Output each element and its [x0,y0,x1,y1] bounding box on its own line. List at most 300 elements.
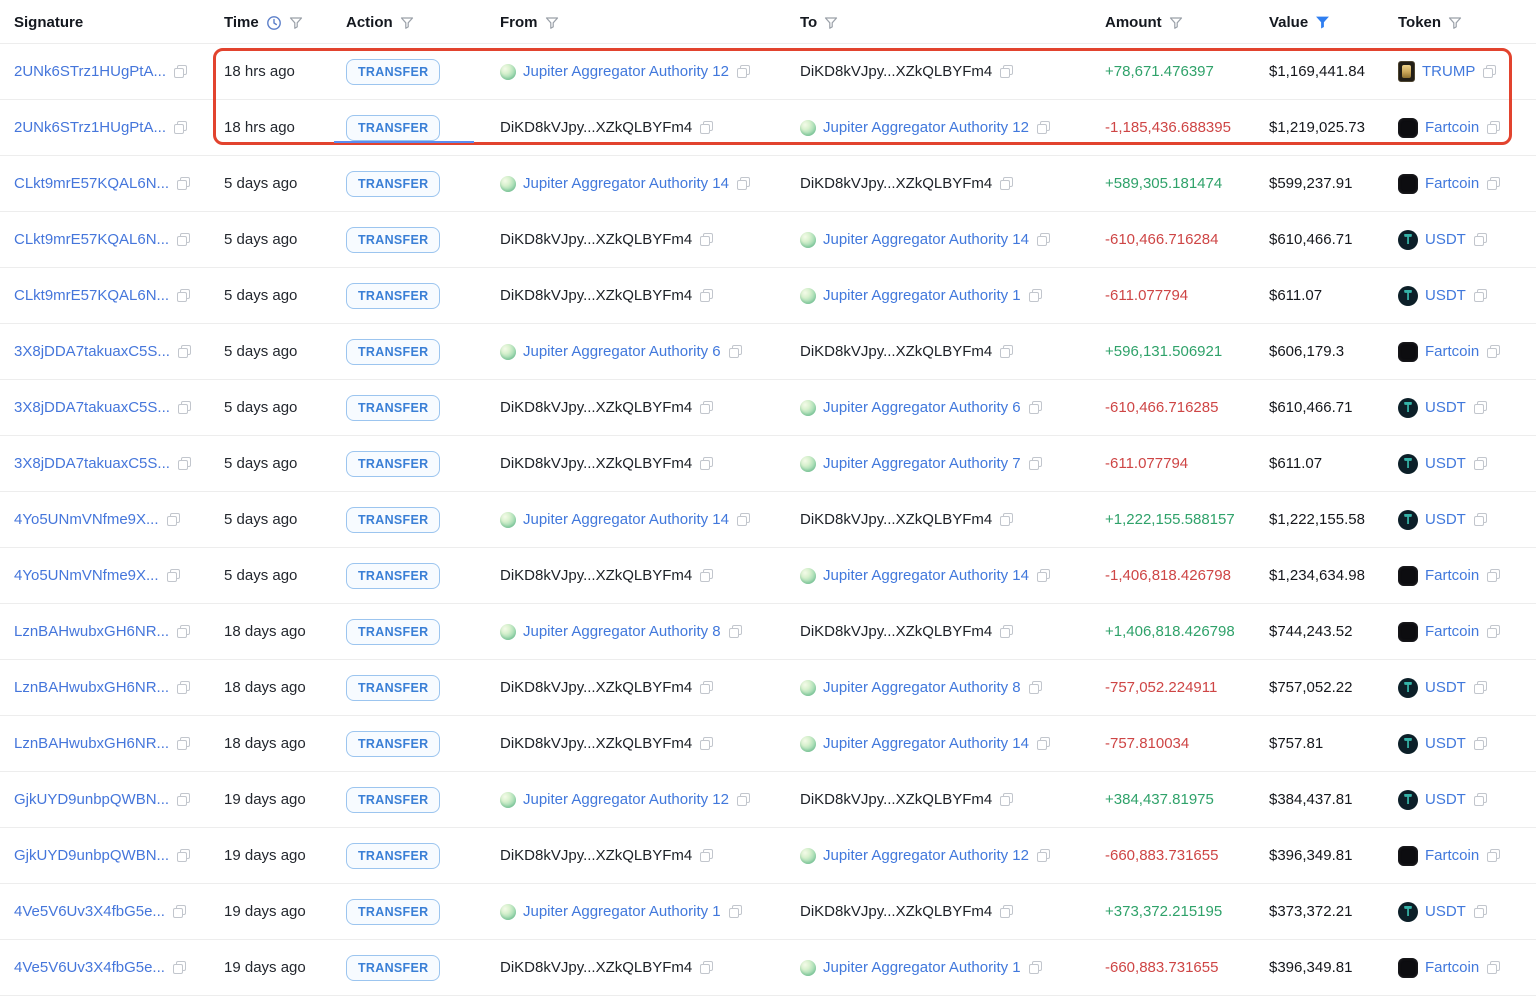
value-text: $1,234,634.98 [1269,567,1365,584]
from-entity-link[interactable]: Jupiter Aggregator Authority 12 [523,63,729,80]
action-cell [334,283,486,309]
transfer-badge[interactable]: TRANSFER [346,787,440,813]
copy-token-icon[interactable] [1486,568,1501,583]
table-row [0,716,1536,772]
signature-link[interactable]: LznBAHwubxGH6NR... [14,735,170,752]
from-entity-link[interactable]: DiKD8kVJpy...XZkQLBYFm4 [500,399,693,416]
to-entity-link[interactable]: DiKD8kVJpy...XZkQLBYFm4 [800,343,993,360]
token-label[interactable]: USDT [1425,903,1466,920]
amount-cell [1091,679,1255,696]
value-cell [1255,175,1384,192]
token-label[interactable]: USDT [1425,231,1466,248]
to-entity-link[interactable]: Jupiter Aggregator Authority 14 [823,735,1029,752]
signature-link[interactable]: 4Yo5UNmVNfme9X... [14,511,159,528]
to-entity-link[interactable]: Jupiter Aggregator Authority 1 [823,287,1021,304]
transfer-badge[interactable]: TRANSFER [346,675,440,701]
to-entity-link[interactable]: Jupiter Aggregator Authority 12 [823,847,1029,864]
to-filter-icon[interactable] [824,16,838,30]
signature-link[interactable]: CLkt9mrE57KQAL6N... [14,175,170,192]
copy-token-icon[interactable] [1473,512,1488,527]
from-entity-link[interactable]: Jupiter Aggregator Authority 1 [523,903,721,920]
value-text: $396,349.81 [1269,847,1353,864]
copy-to-icon[interactable] [999,904,1014,919]
token-icon [1398,342,1418,362]
from-entity-link[interactable]: DiKD8kVJpy...XZkQLBYFm4 [500,567,693,584]
token-label[interactable]: USDT [1425,735,1466,752]
transfer-badge[interactable]: TRANSFER [346,899,440,925]
amount-filter-icon[interactable] [1169,16,1183,30]
col-header-signature [0,12,212,31]
from-filter-icon[interactable] [545,16,559,30]
transfer-badge[interactable]: TRANSFER [346,843,440,869]
amount-value: -1,185,436.688395 [1105,119,1231,136]
to-entity-link[interactable]: Jupiter Aggregator Authority 14 [823,567,1029,584]
amount-cell [1091,63,1255,80]
from-entity-link[interactable]: DiKD8kVJpy...XZkQLBYFm4 [500,119,693,136]
jupiter-icon [800,232,816,248]
from-cell [486,455,787,472]
copy-signature-icon[interactable] [173,64,188,79]
jupiter-icon [500,344,516,360]
copy-to-icon[interactable] [1036,232,1051,247]
jupiter-icon [800,848,816,864]
from-entity-link[interactable]: Jupiter Aggregator Authority 14 [523,175,729,192]
value-text: $384,437.81 [1269,791,1353,808]
to-entity-link[interactable]: DiKD8kVJpy...XZkQLBYFm4 [800,175,993,192]
from-entity-link[interactable]: Jupiter Aggregator Authority 6 [523,343,721,360]
copy-to-icon[interactable] [999,344,1014,359]
value-cell [1255,287,1384,304]
copy-to-icon[interactable] [1036,120,1051,135]
col-header-to [787,12,1091,31]
transfer-badge[interactable]: TRANSFER [346,619,440,645]
transfer-badge[interactable]: TRANSFER [346,115,440,141]
time-cell [212,847,334,864]
time-cell [212,399,334,416]
copy-from-icon[interactable] [699,848,714,863]
table-row [0,268,1536,324]
copy-token-icon[interactable] [1473,680,1488,695]
copy-from-icon[interactable] [699,456,714,471]
time-cell [212,511,334,528]
action-header-label: Action [346,14,393,31]
copy-token-icon[interactable] [1486,848,1501,863]
jupiter-icon [500,512,516,528]
jupiter-icon [800,680,816,696]
copy-signature-icon[interactable] [177,344,192,359]
table-row [0,772,1536,828]
token-icon [1398,678,1418,698]
to-entity-link[interactable]: DiKD8kVJpy...XZkQLBYFm4 [800,623,993,640]
copy-from-icon[interactable] [728,344,743,359]
time-cell [212,791,334,808]
signature-link[interactable]: 4Ve5V6Uv3X4fbG5e... [14,903,165,920]
copy-to-icon[interactable] [999,176,1014,191]
copy-signature-icon[interactable] [177,456,192,471]
value-cell [1255,231,1384,248]
copy-token-icon[interactable] [1486,624,1501,639]
amount-cell [1091,175,1255,192]
copy-from-icon[interactable] [736,64,751,79]
value-text: $373,372.21 [1269,903,1353,920]
copy-token-icon[interactable] [1486,120,1501,135]
from-cell [486,287,787,304]
amount-cell [1091,511,1255,528]
copy-from-icon[interactable] [728,904,743,919]
token-icon [1398,230,1418,250]
amount-value: +78,671.476397 [1105,63,1214,80]
token-label[interactable]: USDT [1425,511,1466,528]
signature-link[interactable]: 2UNk6STrz1HUgPtA... [14,63,166,80]
token-icon [1398,734,1418,754]
amount-cell [1091,791,1255,808]
action-cell [334,563,486,589]
token-label[interactable]: USDT [1425,455,1466,472]
copy-from-icon[interactable] [699,120,714,135]
copy-from-icon[interactable] [699,680,714,695]
transfer-badge[interactable]: TRANSFER [346,339,440,365]
table-header [0,0,1536,44]
copy-signature-icon[interactable] [176,792,191,807]
amount-value: -757,052.224911 [1105,679,1218,696]
copy-to-icon[interactable] [1028,960,1043,975]
copy-to-icon[interactable] [1036,848,1051,863]
value-filter-icon-active[interactable] [1315,15,1330,30]
value-text: $599,237.91 [1269,175,1353,192]
time-cell [212,567,334,584]
signature-link[interactable]: 3X8jDDA7takuaxC5S... [14,455,170,472]
transfer-badge[interactable]: TRANSFER [346,59,440,85]
value-cell [1255,679,1384,696]
signature-cell [0,903,212,920]
transfer-badge[interactable]: TRANSFER [346,395,440,421]
table-row [0,548,1536,604]
token-label[interactable]: Fartcoin [1425,847,1480,864]
copy-to-icon[interactable] [1036,736,1051,751]
signature-cell [0,791,212,808]
to-entity-link[interactable]: Jupiter Aggregator Authority 8 [823,679,1021,696]
time-cell [212,679,334,696]
token-cell [1384,510,1536,530]
copy-signature-icon[interactable] [176,176,191,191]
time-cell [212,175,334,192]
value-cell [1255,791,1384,808]
amount-value: -610,466.716285 [1105,399,1219,416]
copy-signature-icon[interactable] [173,120,188,135]
from-entity-link[interactable]: DiKD8kVJpy...XZkQLBYFm4 [500,959,693,976]
transfer-badge[interactable]: TRANSFER [346,507,440,533]
token-label[interactable]: USDT [1425,399,1466,416]
token-cell [1384,286,1536,306]
token-label[interactable]: Fartcoin [1425,567,1480,584]
copy-from-icon[interactable] [699,400,714,415]
to-entity-link[interactable]: Jupiter Aggregator Authority 14 [823,231,1029,248]
signature-cell [0,399,212,416]
to-cell [787,175,1091,192]
table-row [0,100,1536,156]
from-entity-link[interactable]: DiKD8kVJpy...XZkQLBYFm4 [500,847,693,864]
copy-to-icon[interactable] [1028,456,1043,471]
copy-from-icon[interactable] [736,176,751,191]
signature-link[interactable]: GjkUYD9unbpQWBN... [14,847,170,864]
transfer-badge[interactable]: TRANSFER [346,451,440,477]
table-row [0,940,1536,996]
copy-to-icon[interactable] [999,512,1014,527]
transfer-badge[interactable]: TRANSFER [346,227,440,253]
signature-link[interactable]: LznBAHwubxGH6NR... [14,623,170,640]
token-cell [1384,622,1536,642]
value-cell [1255,567,1384,584]
signature-cell [0,735,212,752]
copy-token-icon[interactable] [1473,400,1488,415]
token-cell [1384,734,1536,754]
copy-token-icon[interactable] [1482,64,1497,79]
action-cell [334,899,486,925]
time-text: 18 days ago [224,679,306,696]
from-entity-link[interactable]: DiKD8kVJpy...XZkQLBYFm4 [500,679,693,696]
signature-link[interactable]: 3X8jDDA7takuaxC5S... [14,399,170,416]
jupiter-icon [800,960,816,976]
jupiter-icon [500,792,516,808]
copy-to-icon[interactable] [1028,680,1043,695]
jupiter-icon [500,176,516,192]
copy-token-icon[interactable] [1486,960,1501,975]
to-entity-link[interactable]: Jupiter Aggregator Authority 12 [823,119,1029,136]
token-icon [1398,286,1418,306]
token-filter-icon[interactable] [1448,16,1462,30]
copy-token-icon[interactable] [1473,232,1488,247]
copy-from-icon[interactable] [736,792,751,807]
time-text: 19 days ago [224,847,306,864]
value-text: $611.07 [1269,455,1323,472]
token-icon [1398,622,1418,642]
amount-cell [1091,231,1255,248]
copy-signature-icon[interactable] [176,624,191,639]
amount-value: -610,466.716284 [1105,231,1219,248]
signature-header-label: Signature [14,14,84,31]
copy-from-icon[interactable] [728,624,743,639]
action-cell [334,731,486,757]
to-cell [787,63,1091,80]
to-entity-link[interactable]: DiKD8kVJpy...XZkQLBYFm4 [800,903,993,920]
token-cell [1384,118,1536,138]
copy-to-icon[interactable] [999,64,1014,79]
transfer-badge[interactable]: TRANSFER [346,563,440,589]
token-label[interactable]: USDT [1425,791,1466,808]
token-label[interactable]: USDT [1425,287,1466,304]
time-cell [212,287,334,304]
transfer-badge[interactable]: TRANSFER [346,731,440,757]
time-cell [212,623,334,640]
token-icon [1398,61,1415,82]
transfer-badge[interactable]: TRANSFER [346,955,440,981]
amount-value: -1,406,818.426798 [1105,567,1231,584]
value-header-label: Value [1269,14,1309,31]
copy-token-icon[interactable] [1486,344,1501,359]
action-cell [334,619,486,645]
copy-to-icon[interactable] [999,792,1014,807]
table-row [0,884,1536,940]
value-cell [1255,455,1384,472]
to-entity-link[interactable]: DiKD8kVJpy...XZkQLBYFm4 [800,63,993,80]
copy-from-icon[interactable] [699,232,714,247]
jupiter-icon [800,736,816,752]
value-text: $396,349.81 [1269,959,1353,976]
amount-value: -611.077794 [1105,455,1189,472]
action-cell [334,171,486,197]
token-cell [1384,230,1536,250]
value-cell [1255,959,1384,976]
copy-from-icon[interactable] [699,736,714,751]
time-text: 19 days ago [224,791,306,808]
copy-token-icon[interactable] [1473,792,1488,807]
signature-link[interactable]: LznBAHwubxGH6NR... [14,679,170,696]
to-cell [787,343,1091,360]
copy-to-icon[interactable] [1036,568,1051,583]
copy-from-icon[interactable] [699,960,714,975]
from-cell [486,343,787,360]
signature-link[interactable]: 2UNk6STrz1HUgPtA... [14,119,166,136]
time-text: 5 days ago [224,399,298,416]
amount-cell [1091,847,1255,864]
copy-signature-icon[interactable] [176,848,191,863]
copy-signature-icon[interactable] [176,288,191,303]
amount-header-label: Amount [1105,14,1162,31]
to-entity-link[interactable]: Jupiter Aggregator Authority 1 [823,959,1021,976]
value-cell [1255,735,1384,752]
table-row [0,436,1536,492]
copy-token-icon[interactable] [1473,736,1488,751]
signature-cell [0,63,212,80]
to-cell [787,231,1091,248]
jupiter-icon [800,400,816,416]
token-label[interactable]: USDT [1425,679,1466,696]
token-header-label: Token [1398,14,1442,31]
from-entity-link[interactable]: Jupiter Aggregator Authority 8 [523,623,721,640]
time-text: 18 hrs ago [224,119,295,136]
to-entity-link[interactable]: Jupiter Aggregator Authority 7 [823,455,1021,472]
token-cell [1384,566,1536,586]
time-text: 5 days ago [224,567,298,584]
copy-to-icon[interactable] [999,624,1014,639]
copy-token-icon[interactable] [1473,288,1488,303]
token-icon [1398,902,1418,922]
token-label[interactable]: Fartcoin [1425,343,1480,360]
transfer-table-body [0,44,1536,996]
action-cell [334,843,486,869]
from-entity-link[interactable]: Jupiter Aggregator Authority 12 [523,791,729,808]
copy-signature-icon[interactable] [166,512,181,527]
value-cell [1255,623,1384,640]
copy-signature-icon[interactable] [166,568,181,583]
to-entity-link[interactable]: DiKD8kVJpy...XZkQLBYFm4 [800,791,993,808]
amount-value: +1,222,155.588157 [1105,511,1235,528]
value-text: $610,466.71 [1269,399,1353,416]
from-entity-link[interactable]: DiKD8kVJpy...XZkQLBYFm4 [500,735,693,752]
token-label[interactable]: Fartcoin [1425,175,1480,192]
copy-signature-icon[interactable] [176,232,191,247]
action-cell [334,787,486,813]
copy-from-icon[interactable] [699,288,714,303]
time-text: 18 hrs ago [224,63,295,80]
token-label[interactable]: Fartcoin [1425,959,1480,976]
value-text: $1,219,025.73 [1269,119,1365,136]
from-entity-link[interactable]: DiKD8kVJpy...XZkQLBYFm4 [500,455,693,472]
amount-cell [1091,735,1255,752]
token-label[interactable]: TRUMP [1422,63,1476,80]
time-filter-icon[interactable] [289,16,303,30]
copy-to-icon[interactable] [1028,400,1043,415]
copy-token-icon[interactable] [1473,456,1488,471]
from-entity-link[interactable]: DiKD8kVJpy...XZkQLBYFm4 [500,287,693,304]
copy-signature-icon[interactable] [176,736,191,751]
time-cell [212,455,334,472]
to-cell [787,567,1091,584]
action-filter-icon[interactable] [400,16,414,30]
time-cell [212,231,334,248]
signature-link[interactable]: CLkt9mrE57KQAL6N... [14,287,170,304]
to-entity-link[interactable]: DiKD8kVJpy...XZkQLBYFm4 [800,511,993,528]
signature-link[interactable]: 4Ve5V6Uv3X4fbG5e... [14,959,165,976]
value-text: $744,243.52 [1269,623,1353,640]
amount-value: +384,437.81975 [1105,791,1214,808]
to-cell [787,119,1091,136]
amount-cell [1091,287,1255,304]
token-cell [1384,790,1536,810]
to-cell [787,287,1091,304]
table-row [0,828,1536,884]
copy-from-icon[interactable] [699,568,714,583]
from-header-label: From [500,14,538,31]
copy-token-icon[interactable] [1486,176,1501,191]
from-cell [486,903,787,920]
from-entity-link[interactable]: DiKD8kVJpy...XZkQLBYFm4 [500,231,693,248]
to-entity-link[interactable]: Jupiter Aggregator Authority 6 [823,399,1021,416]
copy-signature-icon[interactable] [172,904,187,919]
time-text: 5 days ago [224,343,298,360]
value-text: $757.81 [1269,735,1324,752]
copy-from-icon[interactable] [736,512,751,527]
amount-value: +596,131.506921 [1105,343,1223,360]
value-text: $610,466.71 [1269,231,1353,248]
to-cell [787,791,1091,808]
transfer-badge[interactable]: TRANSFER [346,283,440,309]
transfer-badge[interactable]: TRANSFER [346,171,440,197]
signature-link[interactable]: 3X8jDDA7takuaxC5S... [14,343,170,360]
signature-link[interactable]: 4Yo5UNmVNfme9X... [14,567,159,584]
signature-link[interactable]: GjkUYD9unbpQWBN... [14,791,170,808]
time-cell [212,959,334,976]
from-entity-link[interactable]: Jupiter Aggregator Authority 14 [523,511,729,528]
copy-to-icon[interactable] [1028,288,1043,303]
copy-signature-icon[interactable] [176,680,191,695]
jupiter-icon [800,288,816,304]
action-cell [334,955,486,981]
signature-cell [0,679,212,696]
clock-icon[interactable] [266,15,282,31]
signature-cell [0,119,212,136]
jupiter-icon [500,64,516,80]
copy-token-icon[interactable] [1473,904,1488,919]
from-cell [486,959,787,976]
to-cell [787,847,1091,864]
signature-link[interactable]: CLkt9mrE57KQAL6N... [14,231,170,248]
token-label[interactable]: Fartcoin [1425,119,1480,136]
token-label[interactable]: Fartcoin [1425,623,1480,640]
copy-signature-icon[interactable] [172,960,187,975]
copy-signature-icon[interactable] [177,400,192,415]
time-header-label: Time [224,14,259,31]
